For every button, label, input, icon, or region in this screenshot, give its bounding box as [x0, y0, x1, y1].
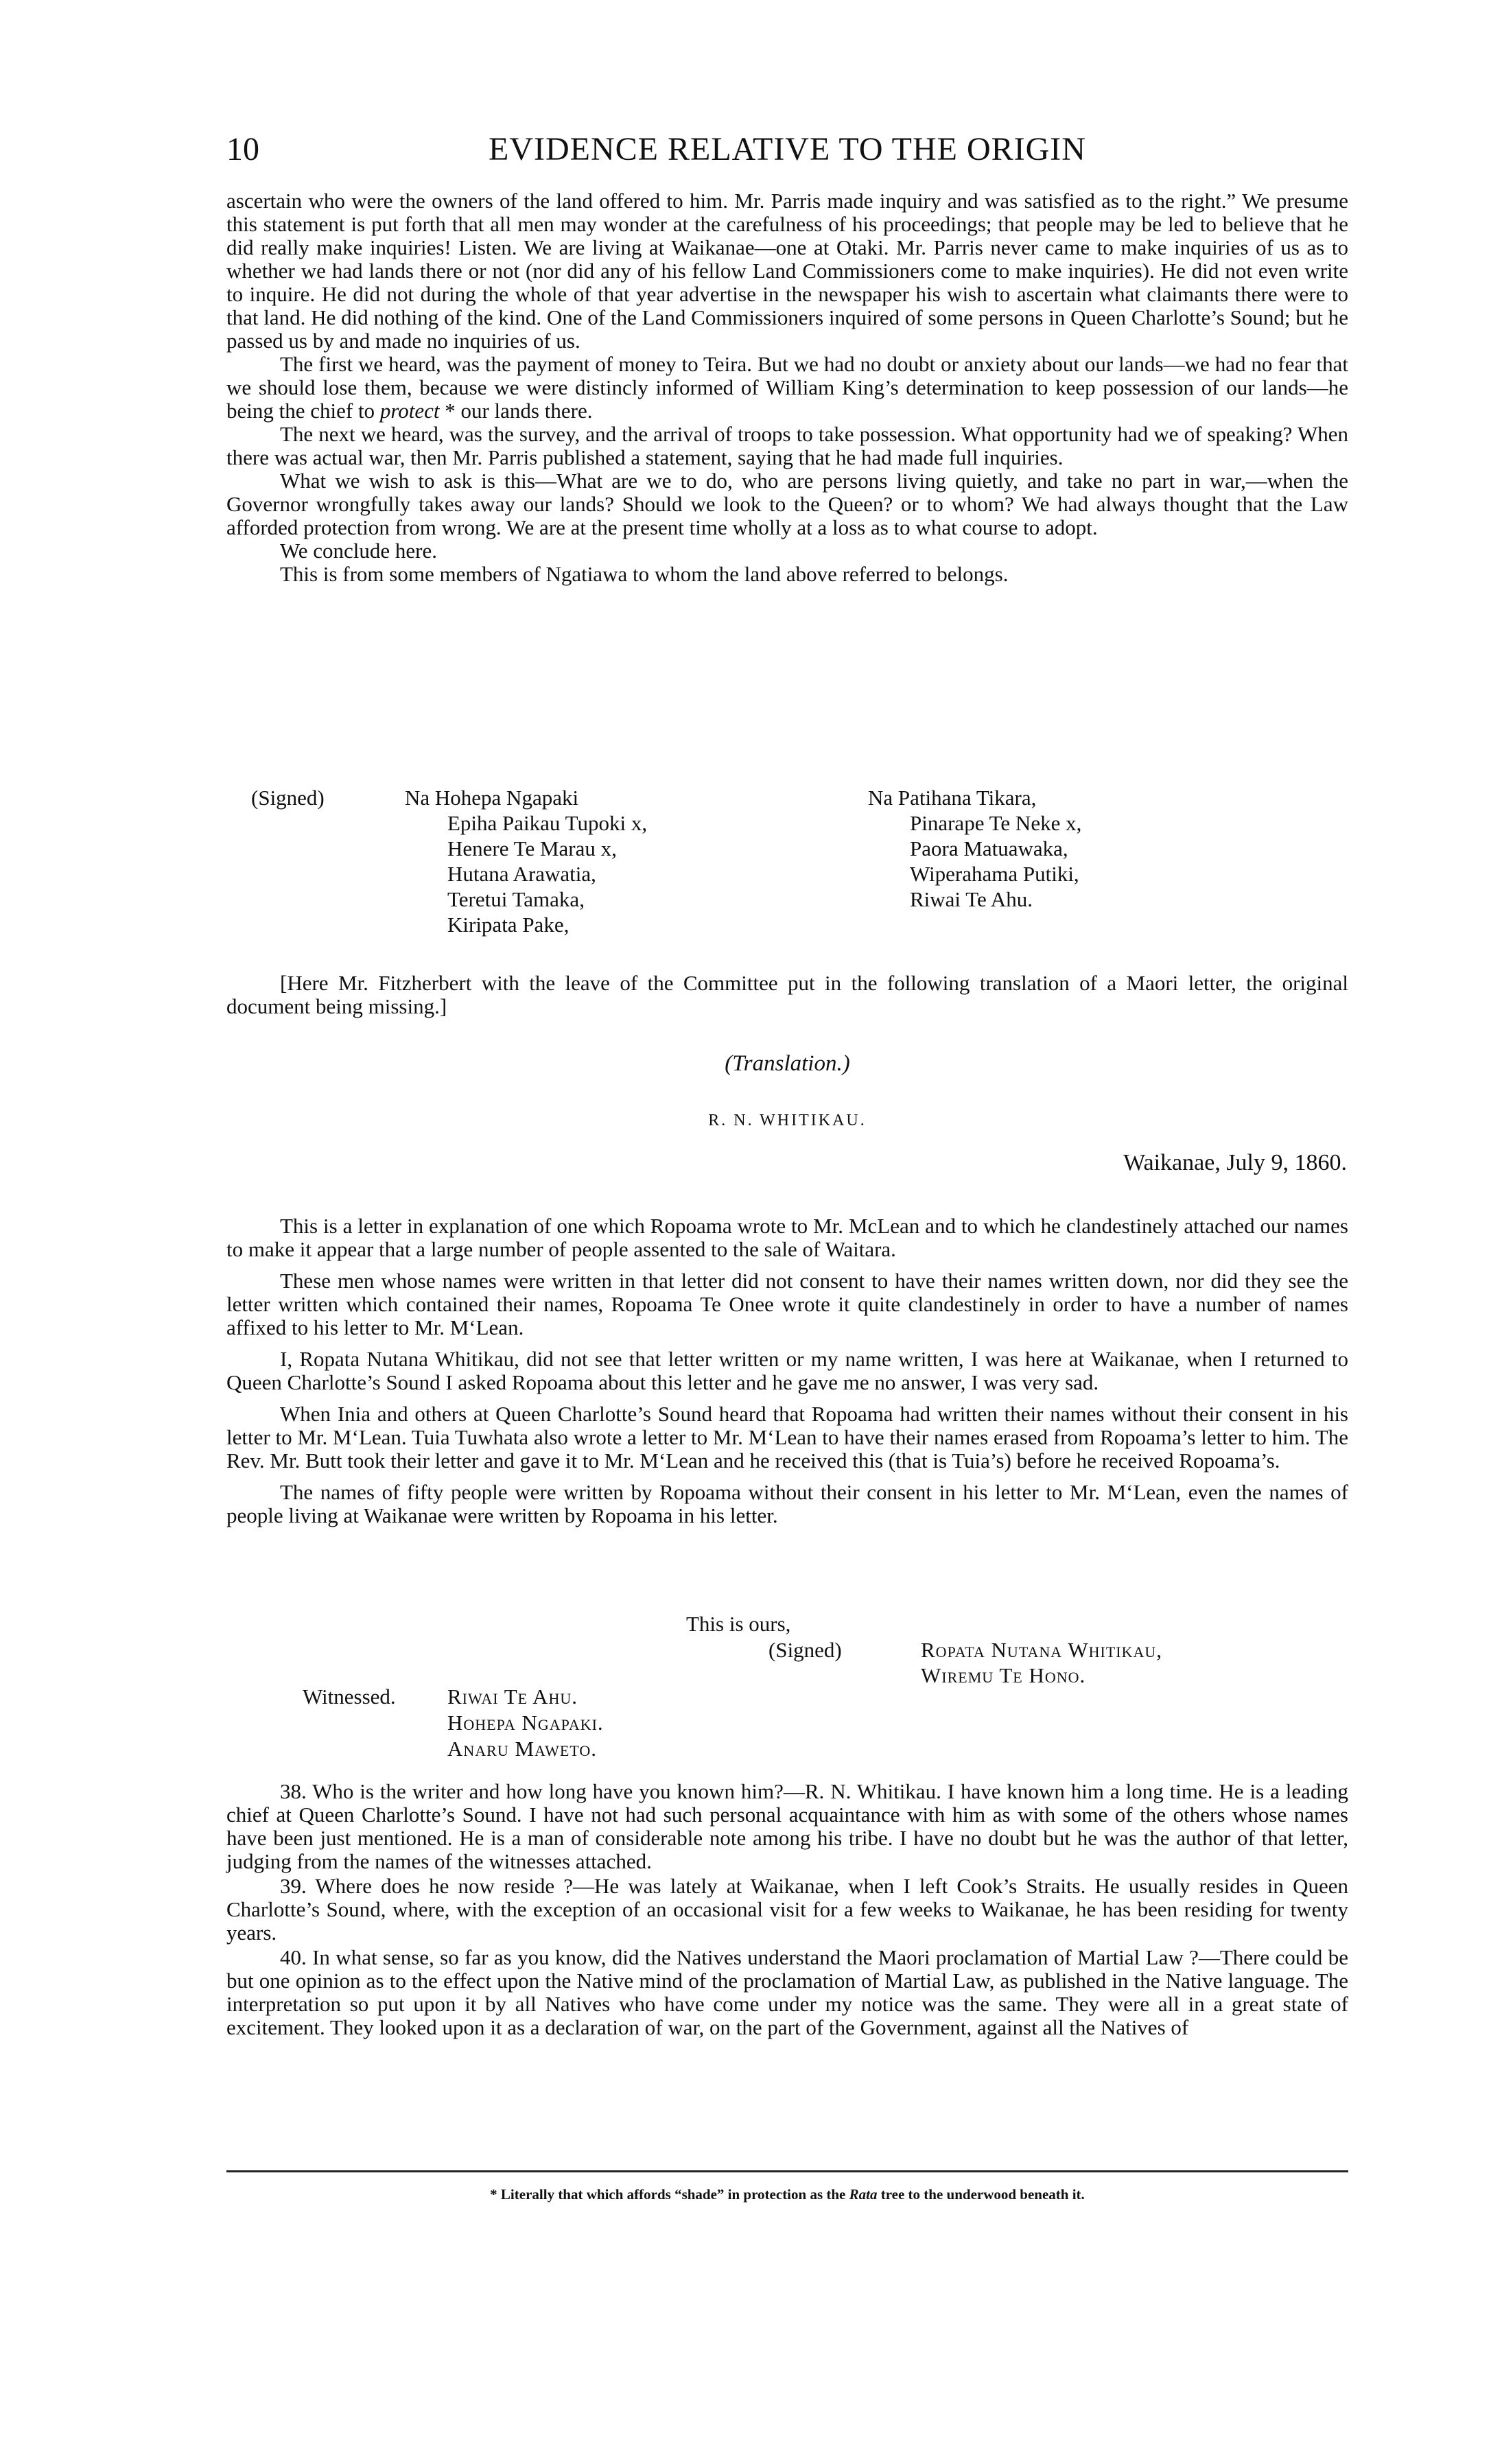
- witnessed-label: Witnessed.: [303, 1685, 396, 1709]
- paragraph: These men whose names were written in that letter did not consent to have their names written down, nor did they see the letter written which contained their names, Ropoama Te Onee wrote it quite clandestinely in order to have a number of names affixed to his letter to Mr. M‘Lean.: [226, 1269, 1348, 1339]
- emphasis-protect: protect: [379, 399, 440, 423]
- author-heading: R. N. WHITIKAU.: [708, 1112, 867, 1129]
- editorial-note-text: [Here Mr. Fitzherbert with the leave of the Committee put in the following translation of a Maori letter, the original document being missing.]: [226, 971, 1348, 1018]
- running-title: EVIDENCE RELATIVE TO THE ORIGIN: [489, 131, 1086, 167]
- footnote-mark: *: [445, 399, 456, 423]
- signatory: Teretui Tamaka,: [447, 887, 585, 911]
- letter-whitikau: [226, 1215, 1348, 1527]
- witness: Riwai Te Ahu.: [447, 1685, 578, 1709]
- paragraph: What we wish to ask is this—What are we to do, who are persons living quietly, and take no part in war,—when the Governor wrongfully takes away our lands? Should we look to the Queen? or to whom? We had always thought that the Law afforded protection from wrong. We are at the present time wholly at a loss as to what course to adopt.: [226, 469, 1348, 539]
- footnote-mark: *: [490, 2186, 497, 2203]
- translation-label: (Translation.): [725, 1051, 850, 1076]
- footnote-text: tree to the underwood beneath it.: [880, 2186, 1085, 2203]
- closing: This is ours,: [686, 1612, 791, 1636]
- signatory: Wiperahama Putiki,: [910, 862, 1079, 886]
- footnote: [226, 2186, 1348, 2203]
- signatory: Kiripata Pake,: [447, 913, 570, 937]
- letter-ngatiawa: [226, 189, 1348, 586]
- paragraph: The names of fifty people were written by Ropoama without their consent in his letter to Mr. M‘Lean, even the names of people living at Waikanae were written by Ropoama in his letter.: [226, 1480, 1348, 1527]
- place-date: Waikanae, July 9, 1860.: [1123, 1150, 1347, 1175]
- evidence-questions: [226, 1780, 1348, 2039]
- signed-label: (Signed): [251, 786, 325, 810]
- signatory: Epiha Paikau Tupoki x,: [447, 811, 648, 835]
- signatory: Wiremu Te Hono.: [921, 1663, 1086, 1687]
- paragraph: When Inia and others at Queen Charlotte’s Sound heard that Ropoama had written their names without their consent in his letter to Mr. M‘Lean. Tuia Tuwhata also wrote a letter to Mr. M‘Lean to have their names erased from Ropoama’s letter to him. The Rev. Mr. Butt took their letter and gave it to Mr. M‘Lean and he received this (that is Tuia’s) before he received Ropoama’s.: [226, 1402, 1348, 1472]
- signatory: Pinarape Te Neke x,: [910, 811, 1082, 835]
- paragraph: I, Ropata Nutana Whitikau, did not see that letter written or my name written, I was here at Waikanae, when I returned to Queen Charlotte’s Sound I asked Ropoama about this letter and he gave me no answer, I was very sad.: [226, 1347, 1348, 1394]
- signatory: Na Hohepa Ngapaki: [405, 786, 579, 810]
- witness: Anaru Maweto.: [447, 1737, 598, 1761]
- signatory: Na Patihana Tikara,: [868, 786, 1037, 810]
- footnote-italic: Rata: [849, 2186, 878, 2203]
- signatory: Hutana Arawatia,: [447, 862, 596, 886]
- paragraph: [226, 353, 1348, 423]
- paragraph-text: The first we heard, was the payment of money to Teira. But we had no doubt or anxiety about our lands—we had no fear that we should lose them, because we were distincly informed of William King’s determination to keep possession of our lands—he being the chief to: [226, 352, 1348, 423]
- signed-label: (Signed): [768, 1638, 842, 1662]
- paragraph: This is a letter in explanation of one which Ropoama wrote to Mr. McLean and to which he clandestinely attached our names to make it appear that a large number of people assented to the sale of Waitara.: [226, 1214, 1348, 1261]
- page-number: 10: [226, 131, 259, 167]
- page-header: [226, 129, 1348, 170]
- question-39: 39. Where does he now reside ?—He was lately at Waikanae, when I left Cook’s Straits. He usually resides in Queen Charlotte’s Sound, where, with the exception of an occasional visit for a few weeks to Waikanae, he has been residing for twenty years.: [226, 1874, 1348, 1945]
- signatory: Paora Matuawaka,: [910, 836, 1068, 860]
- witness: Hohepa Ngapaki.: [447, 1711, 604, 1735]
- footnote-text: Literally that which affords “shade” in protection as the: [500, 2186, 846, 2203]
- editorial-note: [226, 972, 1348, 1018]
- question-40: 40. In what sense, so far as you know, did the Natives understand the Maori proclamation of Martial Law ?—There could be but one opinion as to the effect upon the Native mind of the proclamation of Martial Law, as published in the Native language. The interpretation so put upon it by all Natives who have come under my notice was the same. They were all in a great state of excitement. They looked upon it as a declaration of war, on the part of the Government, against all the Natives of: [226, 1945, 1348, 2039]
- paragraph: We conclude here.: [280, 539, 438, 563]
- signatory: Riwai Te Ahu.: [910, 887, 1033, 911]
- paragraph: The next we heard, was the survey, and the arrival of troops to take possession. What opportunity had we of speaking? When there was actual war, then Mr. Parris published a statement, saying that he had made full inquiries.: [226, 422, 1348, 469]
- paragraph-text: our lands there.: [460, 399, 593, 423]
- signatory: Ropata Nutana Whitikau,: [921, 1638, 1162, 1662]
- paragraph: ascertain who were the owners of the land offered to him. Mr. Parris made inquiry and was satisfied as to the right.” We presume this statement is put forth that all men may wonder at the carefulness of his proceedings; that people may be led to believe that he did really make inquiries! Listen. We are living at Waikanae—one at Otaki. Mr. Parris never came to make inquiries of us as to whether we had lands there or not (nor did any of his fellow Land Commissioners come to make inquiries). He did not even write to inquire. He did not during the whole of that year advertise in the newspaper his wish to ascertain what claimants there were to that land. He did nothing of the kind. One of the Land Commissioners inquired of some persons in Queen Charlotte’s Sound; but he passed us by and made no inquiries of us.: [226, 189, 1348, 353]
- signatory: Henere Te Marau x,: [447, 836, 617, 860]
- paragraph: This is from some members of Ngatiawa to whom the land above referred to belongs.: [280, 562, 1009, 586]
- footnote-divider: [226, 2170, 1348, 2172]
- question-38: 38. Who is the writer and how long have you known him?—R. N. Whitikau. I have known him a long time. He is a leading chief at Queen Charlotte’s Sound. I have not had such personal acquaintance with him as with some of the others whose names have been just mentioned. He is a man of considerable note among his tribe. I have no doubt but he was the author of that letter, judging from the names of the witnesses attached.: [226, 1779, 1348, 1873]
